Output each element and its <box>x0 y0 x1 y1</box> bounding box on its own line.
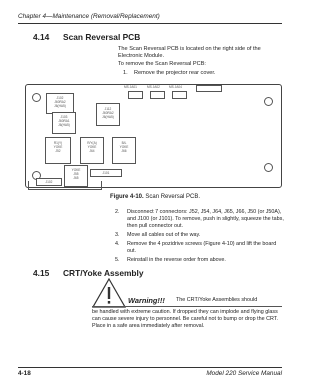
connector-label: J103 J60RA1 J6(HA5) <box>58 115 70 127</box>
connector-label: R1(Y) YOKE J52 <box>53 141 63 153</box>
connector-label: J101 <box>102 171 110 175</box>
step-list <box>115 209 285 266</box>
step-text: Disconnect 7 connectors: J52, J54, J64, J65, J66, J50 (or J50A), and J100 (or J101). To remove, push in slightly, squeeze the tabs, then pull connector out. <box>127 209 284 229</box>
section-number-415: 4.15 <box>33 268 50 278</box>
connector-block <box>96 103 120 126</box>
top-edge-connector <box>196 85 222 92</box>
step-text: Move all cables out of the way. <box>127 231 201 238</box>
header-rule <box>18 23 282 24</box>
section-title-415: CRT/Yoke Assembly <box>63 268 144 278</box>
connector-label: B/L YOKE J66 <box>119 141 129 153</box>
mounting-hole <box>32 93 41 102</box>
step-number: 5. <box>115 256 120 263</box>
connector-label: J112 J60RA2 J6(HA5) <box>102 107 114 119</box>
warning-body: be handled with extreme caution. If dropped they can implode and flying glass can cause severe injury to personnel. Be careful not to bump or drop the CRT. Place in a safe area immediately after removal. <box>92 309 278 329</box>
connector-label: YOKE J55 J65 <box>71 168 81 180</box>
mounting-hole <box>264 163 273 172</box>
connector-label: MS JA01 <box>124 85 137 89</box>
list-item <box>115 209 285 229</box>
warning-rule <box>92 306 282 307</box>
header-connector <box>150 91 165 99</box>
yoke-connector <box>45 137 71 164</box>
figure-bracket <box>28 181 102 190</box>
bottom-connector <box>90 169 122 177</box>
section-414-para1: The Scan Reversal PCB is located on the right side of the Electronic Module. <box>118 46 261 60</box>
list-item <box>115 241 285 255</box>
warning-lead-text: The CRT/Yoke Assemblies should <box>176 297 258 303</box>
chapter-header: Chapter 4—Maintenance (Removal/Replacement) <box>18 13 160 20</box>
warning-heading: Warning!!! <box>128 296 165 305</box>
section-title-414: Scan Reversal PCB <box>63 32 141 42</box>
step-number: 2. <box>115 209 120 215</box>
figure-caption-number: Figure 4-10. <box>110 194 144 200</box>
connector-label: J102 <box>45 180 53 184</box>
section-number-414: 4.14 <box>33 32 50 42</box>
warning-icon <box>92 278 126 308</box>
step-1-number: 1. <box>123 70 128 76</box>
footer-rule <box>18 367 282 368</box>
yoke-connector <box>80 137 104 164</box>
connector-label: MS JA02 <box>147 85 160 89</box>
step-text: Reinstall in the reverse order from above. <box>127 256 226 263</box>
figure-caption <box>110 194 200 200</box>
step-text: Remove the 4 pozidrive screws (Figure 4-10) and lift the board out. <box>127 240 277 254</box>
manual-title: Model 220 Service Manual <box>206 370 282 377</box>
header-connector <box>128 91 143 99</box>
figure-caption-text: Scan Reversal PCB. <box>145 194 201 200</box>
connector-label: MS JA04 <box>169 85 182 89</box>
header-connector <box>172 91 187 99</box>
list-item <box>115 257 285 264</box>
connector-block <box>46 93 74 114</box>
connector-label: R/Y(A) YOKE J64 <box>87 141 97 153</box>
yoke-connector <box>112 137 136 164</box>
step-1-text: Remove the projector rear cover. <box>134 70 216 76</box>
step-number: 3. <box>115 231 120 238</box>
mounting-hole <box>264 97 273 106</box>
connector-block <box>52 112 76 134</box>
connector-label: J102 J60RA2 J6(HA5) <box>54 96 66 108</box>
step-number: 4. <box>115 240 120 247</box>
pcb-figure <box>25 84 282 188</box>
page-number: 4-18 <box>18 370 31 377</box>
list-item <box>115 232 285 239</box>
section-414-para2: To remove the Scan Reversal PCB: <box>118 61 206 67</box>
